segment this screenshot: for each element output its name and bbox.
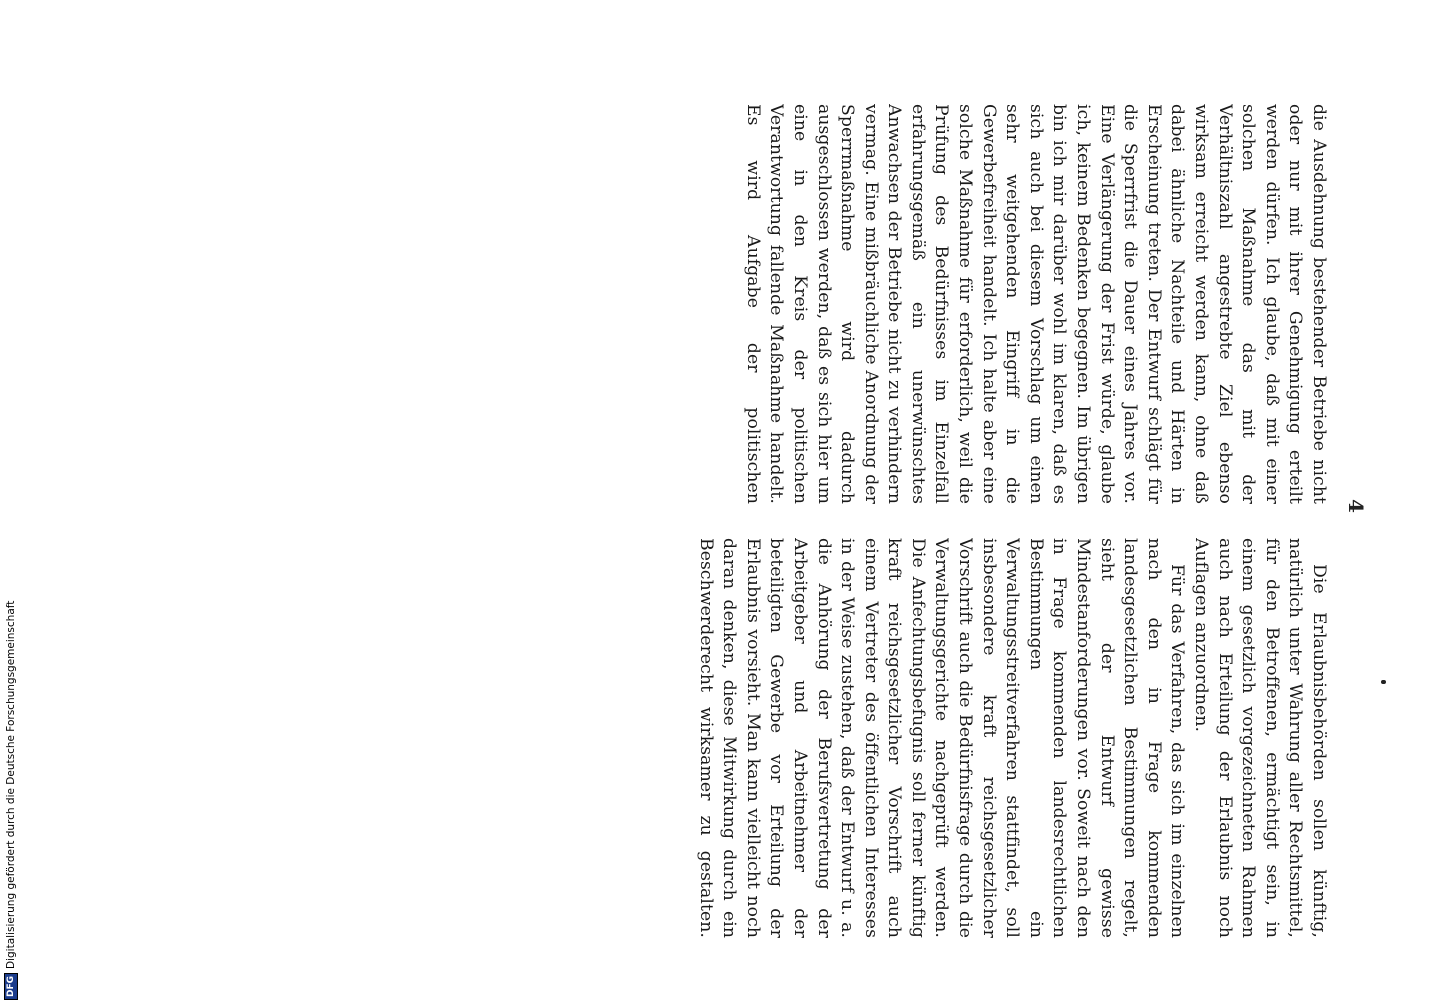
dfg-logo: DFG [4, 973, 18, 1000]
digitization-credit [0, 600, 22, 1000]
credit-text: Digitalisierung gefördert durch die Deutsche Forschungsgemeinschaft [5, 600, 17, 969]
page-number: 4 [1344, 499, 1368, 513]
paragraph: Für das Verfahren, das sich im einzelnen nach den in Frage kommenden landesgesetzlichen Bestimmungen regelt, sieht der Entwurf gewisse Mindestanforderungen vor. Soweit nach den in Frage kommenden landesrechtlichen Bestimmungen ein Verwaltungsstreitverfahren stattfindet, soll insbesondere kraft reichsgesetzlicher Vorschrift auch die Bedürfnisfrage durch die Verwaltungsgerichte nachgeprüft werden. Die Anfechtungsbefugnis soll ferner künftig kraft reichsgesetzlicher Vorschrift auch einem Vertreter des öffentlichen Interesses in der Weise zustehen, daß der Entwurf u. a. die Anhörung der Berufsvertretung der Arbeitgeber und Arbeitnehmer der beteiligten Gewerbe vor Erteilung der Erlaubnis vorsieht. Man kann vielleicht noch daran denken, diese Mitwirkung durch ein Beschwerderecht wirksamer zu gestalten. [695, 538, 1188, 938]
paragraph: Die Erlaubnisbehörden sollen künftig, natürlich unter Wahrung aller Rechtsmittel, für den Betroffenen, ermächtigt sein, in einem gesetzlich vorgezeichneten Rahmen auch nach Erteilung der Erlaubnis noch Auflagen anzuordnen. [1191, 538, 1329, 938]
scan-speck [1381, 680, 1386, 684]
paragraph: die Ausdehnung bestehender Betriebe nicht oder nur mit ihrer Genehmigung erteilt werden dürfen. Ich glaube, daß mit einer solchen Maßnahme das mit der Verhältniszahl angestrebte Ziel ebenso wirksam erreicht werden kann, ohne daß dabei ähnliche Nachteile und Härten in Erscheinung treten. Der Entwurf schlägt für die Sperrfrist die Dauer eines Jahres vor. Eine Verlängerung der Frist würde, glaube ich, keinem Bedenken begegnen. Im übrigen bin ich mir darüber wohl im klaren, daß es sich auch bei diesem Vorschlag um einen sehr weitgehenden Eingriff in die Gewerbefreiheit handelt. Ich halte aber eine solche Maßnahme für erforderlich, weil die Prüfung des Bedürfnisses im Einzelfall erfahrungsgemäß ein unerwünschtes Anwachsen der Betriebe nicht zu verhindern vermag. Eine mißbräuchliche Anordnung der Sperrmaßnahme wird dadurch ausgeschlossen werden, daß es sich hier um eine in den Kreis der politischen Verantwortung fallende Maßnahme handelt. Es wird Aufgabe der politischen [742, 104, 1329, 504]
text-column-left [740, 104, 1330, 504]
text-column-right [690, 538, 1330, 938]
